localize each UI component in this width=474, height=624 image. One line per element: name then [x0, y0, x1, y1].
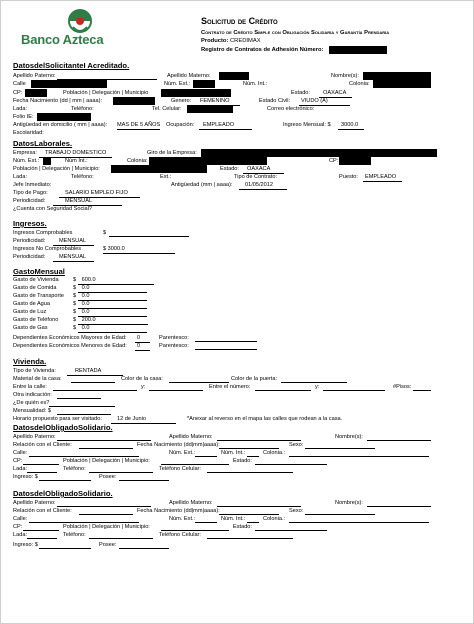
field-line: [39, 548, 91, 549]
field-line: [89, 472, 153, 473]
field-calle: Calle:: [13, 450, 28, 456]
field-line: [79, 448, 133, 449]
field-line: [219, 514, 279, 515]
redaction: [219, 72, 249, 80]
field-tipo-contrato: Tipo de Contrato:: [234, 174, 278, 180]
field-periodicidad: Periodicidad:: [13, 238, 46, 244]
field-apellido-paterno: Apellido Paterno:: [13, 73, 56, 79]
field-colonia: Colonia.:: [263, 450, 286, 456]
field-folio: Folio IE:: [13, 114, 34, 120]
field-line: [289, 522, 429, 523]
field-line: [255, 464, 327, 465]
redaction: [363, 72, 431, 80]
value-tipo-vivienda: RENTADA: [67, 368, 123, 376]
gasto-value: $ 0.0: [73, 301, 147, 309]
field-quien: ¿De quién es?: [13, 400, 50, 406]
value-ocupacion: EMPLEADO: [199, 122, 252, 130]
field-horario: Horario propuesto para ser visitado:: [13, 416, 102, 422]
field-poblacion: Población | Delegación | Municipio:: [63, 458, 150, 464]
field-line: [27, 538, 57, 539]
value-dep-menores: 0: [135, 343, 150, 351]
field-line: [169, 382, 229, 383]
field-jefe: Jefe Inmediato:: [13, 182, 52, 188]
field-antiguedad: Antigüedad en domicilio ( mm | aaaa):: [13, 122, 108, 128]
field-relacion: Relación con el Cliente:: [13, 508, 72, 514]
field-num-int: Núm. Int.:: [243, 81, 268, 87]
field-lada: Lada:: [13, 174, 27, 180]
section-title-ingresos: Ingresos.: [13, 219, 47, 228]
redaction: [329, 46, 387, 54]
field-line: [305, 514, 375, 515]
field-line: [53, 390, 137, 391]
field-num-ext: Núm. Ext.:: [169, 516, 196, 522]
field-correo: Correo electrónico:: [267, 106, 315, 112]
field-line: [149, 390, 203, 391]
field-line: [161, 530, 229, 531]
field-cp: CP:: [13, 90, 23, 96]
field-line: [39, 480, 91, 481]
field-poblacion: Población | Delegación | Municipio:: [13, 166, 100, 172]
field-calle: Calle: [13, 81, 26, 87]
field-fecha-nac: Fecha Nacimiento (dd | mm | aaaa):: [13, 98, 103, 104]
value-periodicidad2: MENSUAL: [53, 254, 94, 262]
field-line: [57, 440, 151, 441]
value-periodicidad: MENSUAL: [53, 198, 122, 206]
product-label: Producto:: [201, 38, 229, 44]
field-tel-celular: Teléfono Celular:: [159, 466, 201, 472]
value-estado-civil: VIUDO (A): [299, 98, 350, 106]
field-line: [195, 522, 217, 523]
field-material: Material de la casa:: [13, 376, 62, 382]
field-cp: CP:: [329, 158, 339, 164]
field-telefono: Teléfono:: [63, 532, 86, 538]
value-periodicidad: MENSUAL: [53, 238, 94, 246]
value-estado: OAXACA: [319, 90, 352, 98]
field-line: [89, 538, 153, 539]
field-line: [57, 506, 151, 507]
field-num-ext: Núm. Ext.:: [169, 450, 196, 456]
redaction: [31, 80, 107, 88]
field-line: [217, 440, 301, 441]
field-num-int: Núm. Int.:: [221, 450, 246, 456]
field-line: [195, 341, 257, 342]
field-cp: CP:: [13, 524, 23, 530]
gasto-value: $ 200.0: [73, 317, 148, 325]
field-lada: Lada:: [13, 106, 27, 112]
field-tipo-vivienda: Tipo de Vivienda:: [13, 368, 56, 374]
field-num-int: Núm. Int.:: [221, 516, 246, 522]
value-antiguedad: 01/05/2012: [239, 182, 287, 190]
value-genero: FEMENINO: [194, 98, 240, 106]
field-dollar: $: [103, 230, 107, 236]
field-nombres: Nombre(s):: [335, 500, 363, 506]
field-tipo-pago: Tipo de Pago:: [13, 190, 48, 196]
redaction: [193, 80, 215, 88]
field-antiguedad: Antigüedad (mm | aaaa):: [171, 182, 233, 188]
field-sexo: Sexo:: [289, 508, 304, 514]
field-periodicidad: Periodicidad:: [13, 198, 46, 204]
section-title-solicitante: DatosdelSolicitanteI Acreditado.: [13, 61, 130, 70]
field-calle: Calle:: [13, 516, 28, 522]
field-y2: y:: [315, 384, 320, 390]
field-fecha-nac: Fecha Nacimiento (dd|mm|aaaa):: [137, 508, 220, 514]
field-line: [413, 390, 431, 391]
product-value: CREDIMAX: [230, 38, 261, 44]
redaction: [111, 165, 207, 173]
field-line: [71, 382, 115, 383]
contract-type: Contrato de Crédito Simple con Obligación Solidaria y Garantía Prendaria: [201, 30, 390, 36]
field-dep-menores: Dependientes Económicos Menores de Edad:: [13, 343, 127, 349]
field-parentesco: Parentesco:: [159, 343, 189, 349]
redaction: [187, 105, 233, 113]
field-line: [323, 390, 385, 391]
field-estado: Estado:: [291, 90, 310, 96]
note-anexar: *Anexar al reverso en el mapa las calles que rodean a la casa.: [187, 416, 343, 422]
field-line: [79, 514, 133, 515]
field-pisos: #Pisos:: [393, 384, 412, 390]
field-line: [27, 472, 57, 473]
field-parentesco: Parentesco:: [159, 335, 189, 341]
redaction: [113, 97, 155, 105]
gasto-label: Gasto de Teléfono: [13, 317, 59, 323]
field-color-casa: Color de la casa:: [121, 376, 163, 382]
gasto-label: Gasto de Agua: [13, 301, 51, 307]
field-colonia: Colonia:: [127, 158, 148, 164]
field-otra: Otra indicación:: [13, 392, 52, 398]
field-line: [305, 448, 375, 449]
field-color-puerta: Color de la puerta:: [231, 376, 278, 382]
field-escolaridad: Escolaridad:: [13, 130, 44, 136]
gasto-label: Gasto de Luz: [13, 309, 47, 315]
value-estado: OAXACA: [243, 166, 284, 174]
section-title-obligado-1: DatosdelObligadoSolidario.: [13, 423, 113, 432]
value-puesto: EMPLEADO: [363, 174, 402, 182]
field-tel-celular: Teléfono Celular:: [159, 532, 201, 538]
section-title-obligado-2: DatosdelObligadoSolidario.: [13, 489, 113, 498]
value-ingreso: 3000.0: [338, 122, 364, 130]
field-line: [367, 506, 431, 507]
field-sexo: Sexo:: [289, 442, 304, 448]
field-ingreso: Ingreso Mensual: $: [283, 122, 331, 128]
field-estado: Estado:: [220, 166, 239, 172]
field-estado: Estado:: [233, 458, 252, 464]
field-entre-numero: Entre el número:: [209, 384, 251, 390]
field-line: [195, 349, 257, 350]
field-line: [281, 382, 347, 383]
field-dep-mayores: Dependientes Económicos Mayores de Edad:: [13, 335, 127, 341]
field-estado: Estado:: [233, 524, 252, 530]
field-num-ext: Núm. Ext.:: [164, 81, 191, 87]
redaction: [149, 157, 267, 165]
gasto-label: Gasto de Vivienda: [13, 277, 59, 283]
redaction: [373, 80, 431, 88]
field-line: [119, 480, 169, 481]
field-ext: Ext.:: [160, 174, 172, 180]
field-lada: Lada:: [13, 532, 27, 538]
field-apellido-materno: Apellido Materno:: [167, 73, 211, 79]
field-line: [247, 522, 259, 523]
redaction: [161, 89, 231, 97]
section-title-gasto: GastoMensual: [13, 267, 65, 276]
field-fecha-nac: Fecha Nacimiento (dd|mm|aaaa):: [137, 442, 220, 448]
redaction: [43, 157, 51, 165]
field-genero: Genero:: [171, 98, 192, 104]
field-posee: Posee:: [99, 474, 117, 480]
field-ingreso: Ingreso: $: [13, 542, 38, 548]
redaction: [339, 157, 371, 165]
section-title-laborales: DatosLaborales.: [13, 139, 73, 148]
field-telefono: Teléfono:: [71, 174, 94, 180]
value-antiguedad: MAS DE 5 AÑOS: [117, 122, 161, 128]
field-line: [367, 440, 431, 441]
field-apellido-paterno: Apellido Paterno:: [13, 434, 56, 440]
field-line: [57, 414, 111, 415]
field-posee: Posee:: [99, 542, 117, 548]
field-line: [161, 464, 229, 465]
field-nombres: Nombre(s):: [335, 434, 363, 440]
field-mensualidad: Mensualidad: $: [13, 408, 51, 414]
field-seguro: ¿Cuenta con Seguridad Social?: [13, 206, 92, 212]
field-line: [255, 390, 311, 391]
field-poblacion: Población | Delegación | Municipio:: [63, 524, 150, 530]
field-telefono: Teléfono:: [71, 106, 94, 112]
value-empresa: TRABAJO DOMESTICO: [39, 150, 112, 158]
field-line: [29, 522, 139, 523]
field-num-int: Núm Int.:: [65, 158, 88, 164]
value-horario: 12 de Junio: [111, 416, 176, 424]
field-apellido-materno: Apellido Materno:: [169, 434, 213, 440]
field-comprobables: Ingresos Comprobables: [13, 230, 73, 236]
document-title: Solicitud de Crédito: [201, 16, 278, 26]
field-nombres: Nombre(s):: [331, 73, 359, 79]
field-line: [23, 530, 59, 531]
field-line: [219, 448, 279, 449]
gasto-label: Gasto de Transporte: [13, 293, 64, 299]
field-line: [217, 506, 301, 507]
field-lada: Lada:: [13, 466, 27, 472]
redaction: [25, 89, 47, 97]
field-line: [57, 398, 101, 399]
gasto-value: $ 0.0: [73, 309, 147, 317]
brand-name: Banco Azteca: [21, 32, 104, 47]
field-y: y:: [141, 384, 146, 390]
redaction: [37, 113, 91, 121]
field-line: [255, 530, 327, 531]
field-ocupacion: Ocupación:: [166, 122, 195, 128]
section-title-vivienda: Vivienda.: [13, 357, 47, 366]
field-puesto: Puesto:: [339, 174, 358, 180]
field-giro: Giro de la Empresa:: [147, 150, 197, 156]
field-no-comprobables: Ingresos No Comprobables: [13, 246, 82, 252]
gasto-value: $ 0.0: [73, 325, 147, 333]
field-line: [23, 464, 59, 465]
gasto-label: Gasto de Gas: [13, 325, 48, 331]
field-line: [247, 456, 259, 457]
field-line: [29, 456, 139, 457]
field-entre-calle: Entre la calle:: [13, 384, 47, 390]
field-periodicidad2: Periodicidad:: [13, 254, 46, 260]
value-tipo-pago: SALARIO EMPLEO FIJO: [59, 190, 140, 198]
gasto-value: $ 0.0: [73, 293, 147, 301]
field-line: [49, 406, 115, 407]
field-num-ext: Núm. Ext.:: [13, 158, 40, 164]
field-line: [119, 548, 169, 549]
field-relacion: Relación con el Cliente:: [13, 442, 72, 448]
field-line: [289, 456, 429, 457]
field-telefono: Teléfono:: [63, 466, 86, 472]
gasto-value: $ 600.0: [73, 277, 154, 285]
value-dep-mayores: 0: [135, 335, 150, 343]
field-line: [195, 456, 217, 457]
field-tel-celular: Tel. Celular:: [152, 106, 182, 112]
field-line: [109, 236, 189, 237]
value-no-comprobables: $ 3000.0: [103, 246, 175, 254]
field-ingreso: Ingreso: $: [13, 474, 38, 480]
product-row: [201, 38, 261, 44]
field-empresa: Empresa:: [13, 150, 37, 156]
field-estado-civil: Estado Civil:: [259, 98, 291, 104]
field-apellido-materno: Apellido Materno:: [169, 500, 213, 506]
gasto-value: $ 0.0: [73, 285, 147, 293]
field-apellido-paterno: Apellido Paterno:: [13, 500, 56, 506]
redaction: [201, 149, 437, 157]
field-poblacion: Población | Delegación | Municipio: [63, 90, 149, 96]
field-colonia: Colonia:: [349, 81, 370, 87]
field-line: [207, 472, 293, 473]
registro-label: Registro de Contratos de Adhesión Número:: [201, 47, 324, 53]
gasto-label: Gasto de Comida: [13, 285, 57, 291]
field-colonia: Colonia.:: [263, 516, 286, 522]
field-cp: CP:: [13, 458, 23, 464]
field-line: [207, 538, 293, 539]
